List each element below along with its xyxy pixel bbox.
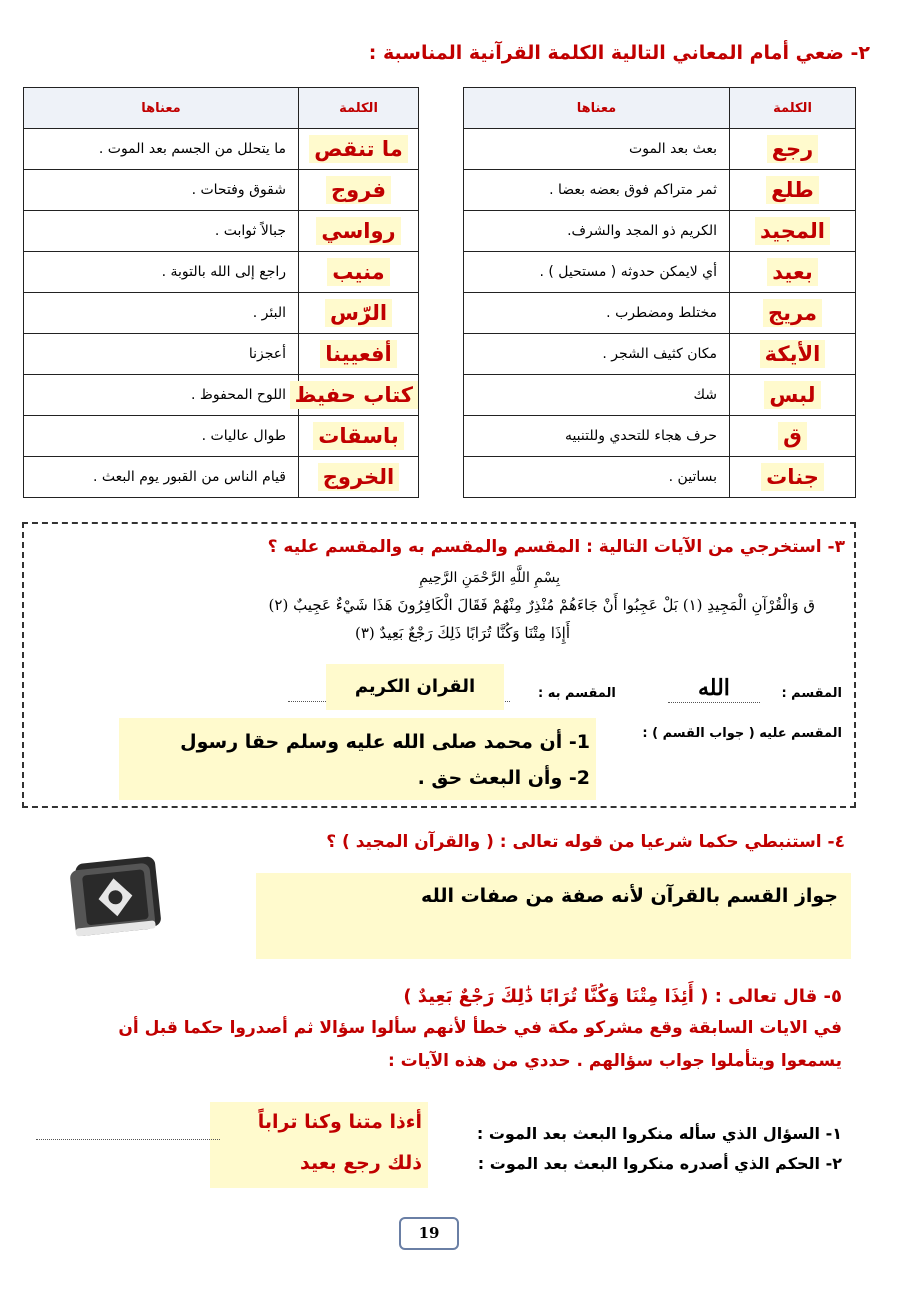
verse-line-1: ق وَالْقُرْآنِ الْمَجِيدِ (١) بَلْ عَجِبُوا أَنْ جَاءَهُمْ مُنْذِرٌ مِنْهُمْ فَقَالَ الْكَافِرُونَ هَذَا شَيْءٌ عَجِيبٌ (٢) — [268, 596, 815, 614]
meaning-cell: بساتين . — [464, 457, 730, 498]
word-answer: أفعيينا — [320, 340, 396, 368]
table-row — [24, 334, 419, 375]
word-answer: رواسي — [316, 217, 400, 245]
table-row — [24, 211, 419, 252]
word-answer: المجيد — [755, 217, 830, 245]
q5-item2-answer: ذلك رجع بعيد — [299, 1152, 422, 1174]
table-row — [24, 293, 419, 334]
table-row — [464, 334, 856, 375]
word-cell — [730, 170, 856, 211]
word-answer: مريج — [763, 299, 822, 327]
q5-title: ٥- قال تعالى : ( أَئِذَا مِتْنَا وَكُنَّا تُرَابًا ذَٰلِكَ رَجْعٌ بَعِيدٌ ) — [403, 986, 842, 1007]
word-cell — [730, 211, 856, 252]
q3-title: ٣- استخرجي من الآيات التالية : المقسم والمقسم به والمقسم عليه ؟ — [267, 537, 845, 557]
table-row — [464, 211, 856, 252]
meaning-cell: شقوق وفتحات . — [24, 170, 299, 211]
meaning-cell: أعجزنا — [24, 334, 299, 375]
meaning-cell: ثمر متراكم فوق بعضه بعضا . — [464, 170, 730, 211]
quran-book-icon — [62, 848, 174, 938]
col-header-word: الكلمة — [730, 88, 856, 129]
meaning-cell: شك — [464, 375, 730, 416]
table-row — [24, 375, 419, 416]
q5-paragraph-line-2: يسمعوا ويتأملوا جواب سؤالهم . حددي من هذه الآيات : — [387, 1051, 842, 1071]
word-cell — [299, 211, 419, 252]
muqsam-alayh-label: المقسم عليه ( جواب القسم ) : — [642, 726, 842, 741]
word-answer: ق — [778, 422, 807, 450]
verse-line-2: أَإِذَا مِتْنَا وَكُنَّا تُرَابًا ذَلِكَ رَجْعٌ بَعِيدٌ (٣) — [354, 624, 570, 642]
word-answer: رجع — [767, 135, 819, 163]
word-cell — [294, 375, 419, 416]
word-answer: الأيكة — [760, 340, 826, 368]
word-answer: ما تنقص — [309, 135, 407, 163]
meaning-cell: الكريم ذو المجد والشرف. — [464, 211, 730, 252]
word-answer: منيب — [327, 258, 389, 286]
word-cell — [299, 252, 419, 293]
meaning-cell: البئر . — [24, 293, 299, 334]
col-header-word: الكلمة — [299, 88, 419, 129]
word-answer: كتاب حفيظ — [290, 381, 418, 409]
col-header-meaning: معناها — [24, 88, 299, 129]
muqsam-bihi-answer: القران الكريم — [326, 664, 504, 710]
table-row — [464, 170, 856, 211]
q2-title: ٢- ضعي أمام المعاني التالية الكلمة القرآنية المناسبة : — [368, 42, 870, 64]
word-answer: لبس — [764, 381, 820, 409]
word-cell — [730, 252, 856, 293]
word-cell — [730, 375, 856, 416]
word-cell — [299, 457, 419, 498]
word-answer: باسقات — [313, 422, 404, 450]
word-cell — [299, 293, 419, 334]
q5-item2-label: ٢- الحكم الذي أصدره منكروا البعث بعد الموت : — [477, 1154, 842, 1173]
word-answer: طلع — [766, 176, 819, 204]
meaning-cell: راجع إلى الله بالتوبة . — [24, 252, 299, 293]
word-cell — [299, 129, 419, 170]
meaning-cell: بعث بعد الموت — [464, 129, 730, 170]
word-cell — [730, 457, 856, 498]
word-cell — [730, 129, 856, 170]
table-row — [24, 252, 419, 293]
word-answer: جنات — [761, 463, 824, 491]
table-row — [464, 129, 856, 170]
table-row — [24, 129, 419, 170]
meaning-cell: مختلط ومضطرب . — [464, 293, 730, 334]
q5-item1-line — [36, 1131, 220, 1140]
word-cell — [730, 416, 856, 457]
word-answer: الخروج — [318, 463, 399, 491]
muqsim-label: المقسم : — [781, 686, 842, 701]
vocab-table-left — [23, 87, 419, 498]
meaning-cell: جبالاً ثوابت . — [24, 211, 299, 252]
table-row — [24, 457, 419, 498]
table-row — [464, 457, 856, 498]
page-number: 19 — [399, 1217, 459, 1250]
muqsim-answer: الله — [698, 675, 730, 701]
muqsam-alayh-line-1: 1- أن محمد صلى الله عليه وسلم حقا رسول — [180, 731, 590, 753]
meaning-cell: طوال عاليات . — [24, 416, 299, 457]
word-cell — [730, 334, 856, 375]
meaning-cell: مكان كثيف الشجر . — [464, 334, 730, 375]
q5-item1-label: ١- السؤال الذي سأله منكروا البعث بعد الموت : — [476, 1124, 842, 1143]
q4-title: ٤- استنبطي حكما شرعيا من قوله تعالى : ( والقرآن المجيد ) ؟ — [326, 832, 845, 852]
q5-paragraph-line-1: في الايات السابقة وقع مشركو مكة في خطأ لأنهم سألوا سؤالا ثم أصدروا حكما قبل أن — [118, 1018, 842, 1038]
muqsam-alayh-line-2: 2- وأن البعث حق . — [417, 767, 590, 789]
table-row — [464, 416, 856, 457]
table-row — [464, 252, 856, 293]
table-row — [464, 375, 856, 416]
col-header-meaning: معناها — [464, 88, 730, 129]
word-cell — [299, 416, 419, 457]
word-answer: الرّس — [325, 299, 392, 327]
muqsam-bihi-label: المقسم به : — [538, 686, 616, 701]
table-row — [464, 293, 856, 334]
word-cell — [299, 170, 419, 211]
q5-item1-answer: أءذا متنا وكنا تراباً — [257, 1111, 422, 1133]
meaning-cell: أي لايمكن حدوثه ( مستحيل ) . — [464, 252, 730, 293]
table-row — [24, 170, 419, 211]
word-answer: فروج — [326, 176, 391, 204]
word-answer: بعيد — [767, 258, 817, 286]
meaning-cell: اللوح المحفوظ . — [24, 375, 299, 416]
word-cell — [299, 334, 419, 375]
q4-answer: جواز القسم بالقرآن لأنه صفة من صفات الله — [421, 885, 838, 907]
table-row — [24, 416, 419, 457]
vocab-table-right — [463, 87, 856, 498]
meaning-cell: قيام الناس من القبور يوم البعث . — [24, 457, 299, 498]
word-cell — [730, 293, 856, 334]
basmala: بِسْمِ اللَّهِ الرَّحْمَنِ الرَّحِيمِ — [419, 570, 560, 586]
meaning-cell: حرف هجاء للتحدي وللتنبيه — [464, 416, 730, 457]
meaning-cell: ما يتحلل من الجسم بعد الموت . — [24, 129, 299, 170]
